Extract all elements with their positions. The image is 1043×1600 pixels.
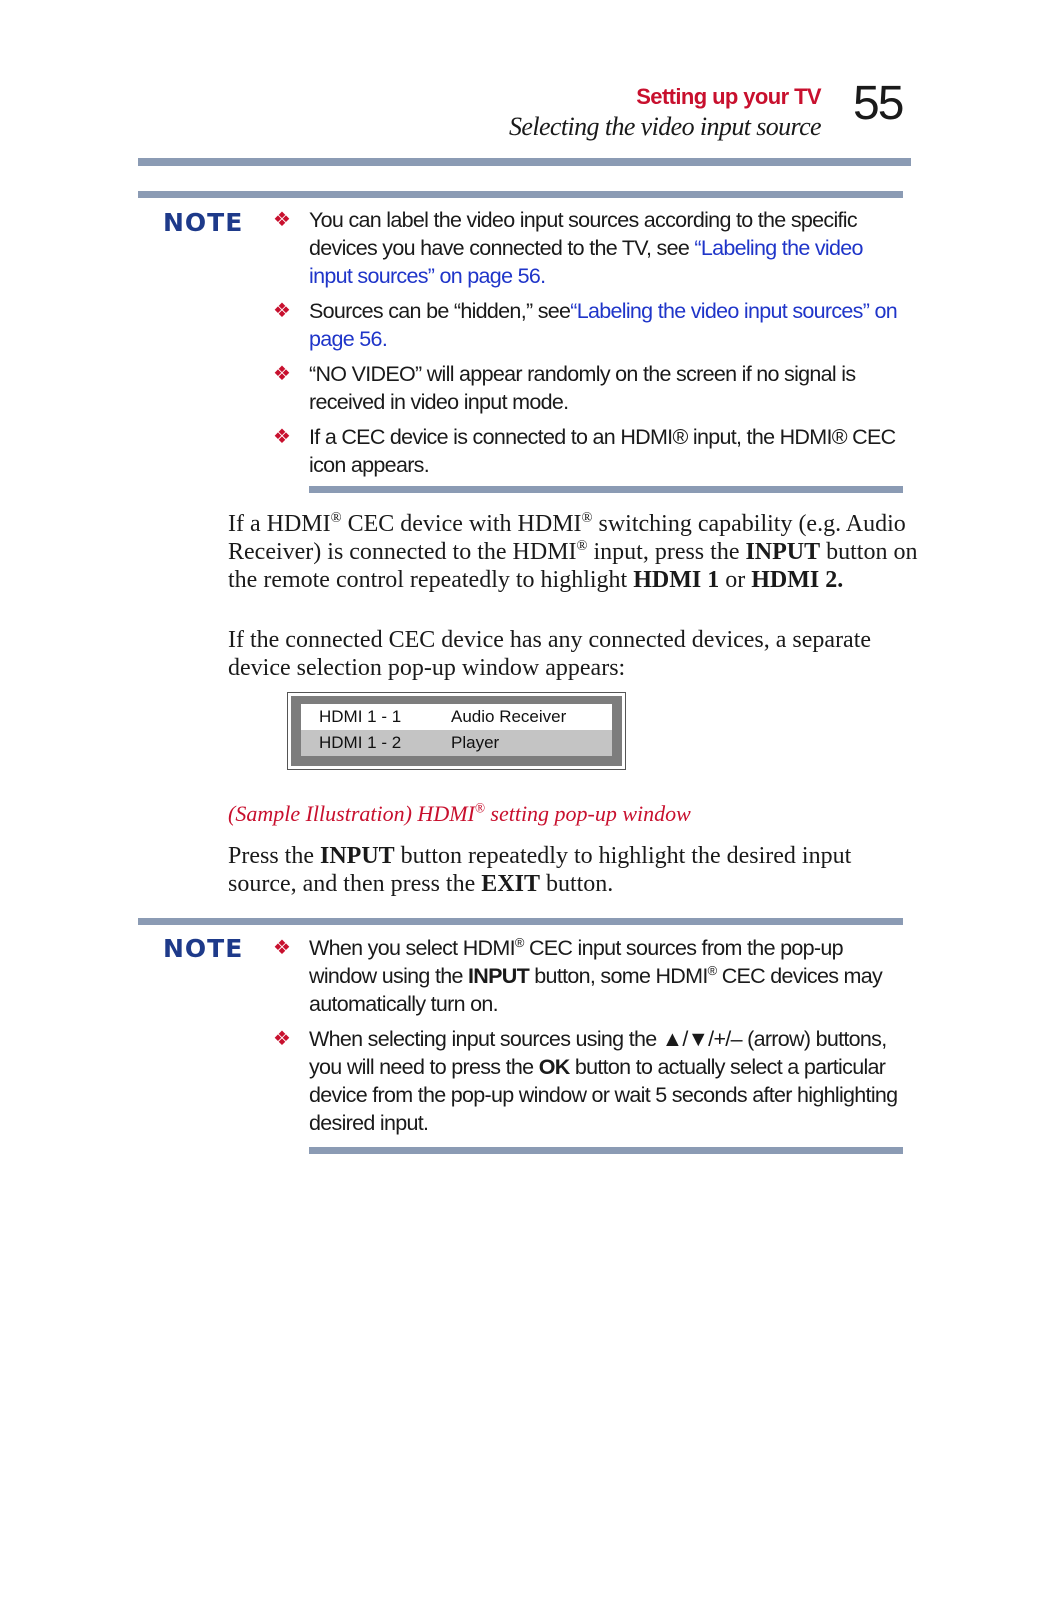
diamond-bullet-icon: ❖: [273, 363, 291, 385]
body-paragraph: If the connected CEC device has any connected devices, a separate device selection pop-up window appears:: [228, 627, 872, 681]
note-bottom-rule: [309, 486, 903, 493]
popup-frame: [291, 696, 622, 766]
cross-reference-link[interactable]: “Labeling the video input sources” on page 56.: [309, 299, 897, 351]
popup-device: Audio Receiver: [451, 707, 567, 726]
diamond-bullet-icon: ❖: [273, 937, 291, 959]
note-text: If a CEC device is connected to an HDMI® input, the HDMI® CEC icon appears.: [309, 425, 896, 477]
note-bullet: [273, 360, 904, 416]
diamond-bullet-icon: ❖: [273, 426, 291, 448]
note-bullet-list: [273, 934, 909, 1144]
section-title: Setting up your TV: [636, 84, 821, 109]
body-paragraph: If a HDMI® CEC device with HDMI® switching capability (e.g. Audio Receiver) is connected to the HDMI® input, press the INPUT button on the remote control repeatedly to highlight HDMI 1 or HDMI 2.: [228, 510, 918, 593]
popup-row-selected[interactable]: [301, 704, 612, 730]
popup-row[interactable]: [301, 730, 612, 756]
note-label: NOTE: [163, 208, 244, 237]
page-number: 55: [853, 77, 903, 130]
figure-caption: (Sample Illustration) HDMI® setting pop-up window: [228, 800, 691, 826]
subsection-title: Selecting the video input source: [509, 112, 821, 141]
note-top-rule: [138, 191, 903, 198]
note-bullet: [273, 206, 904, 290]
diamond-bullet-icon: ❖: [273, 209, 291, 231]
header-rule: [138, 158, 911, 166]
note-bullet: [273, 423, 904, 479]
note-text: Sources can be “hidden,” see: [309, 299, 571, 323]
note-bullet-list: [273, 206, 904, 486]
diamond-bullet-icon: ❖: [273, 1028, 291, 1050]
popup-device: Player: [451, 733, 500, 752]
note-bullet: ❖ When selecting input sources using the ▲/▼/+/– (arrow) buttons, you will need to press the OK button to actually select a particular device from the pop-up window or wait 5 seconds after highlighting desired input.: [273, 1027, 898, 1135]
note-bullet: [273, 297, 904, 353]
note-label: NOTE: [163, 934, 244, 963]
hdmi-popup-window: [287, 692, 626, 770]
note-text: “NO VIDEO” will appear randomly on the screen if no signal is received in video input mode.: [309, 362, 856, 414]
note-top-rule: [138, 918, 903, 925]
note-text: You can label the video input sources according to the specific devices you have connected to the TV, see: [309, 208, 857, 260]
note-bottom-rule: [309, 1147, 903, 1154]
popup-port: HDMI 1 - 2: [319, 733, 402, 752]
body-paragraph: Press the INPUT button repeatedly to highlight the desired input source, and then press the EXIT button.: [228, 843, 852, 897]
popup-port: HDMI 1 - 1: [319, 707, 402, 726]
note-bullet: ❖ When you select HDMI® CEC input sources from the pop-up window using the INPUT button, some HDMI® CEC devices may automatically turn on.: [273, 934, 883, 1016]
cross-reference-link[interactable]: “Labeling the video input sources” on page 56.: [309, 236, 863, 288]
diamond-bullet-icon: ❖: [273, 300, 291, 322]
